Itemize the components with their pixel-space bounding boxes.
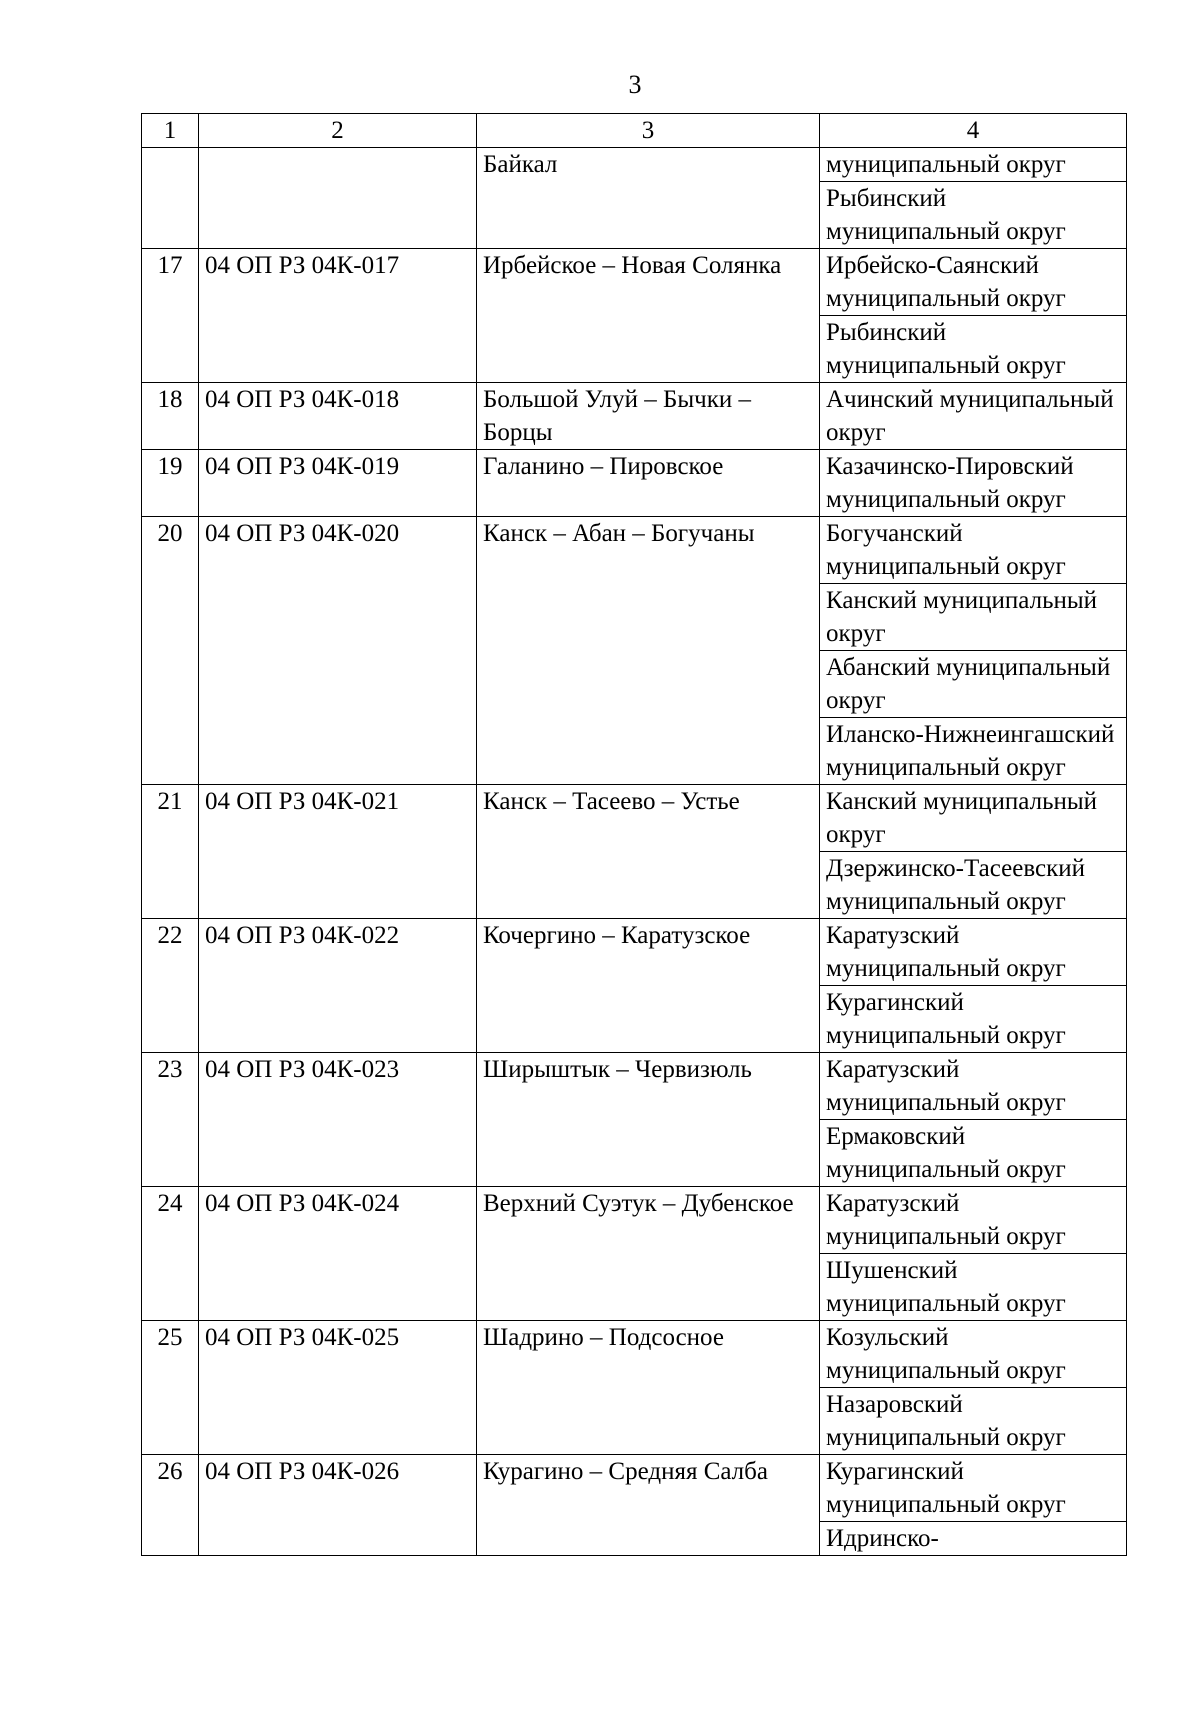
district-name: Каратузский муниципальный округ [820,1187,1126,1254]
row-number: 24 [142,1187,199,1321]
row-number [142,148,199,249]
district-cell [820,785,1127,919]
row-number: 22 [142,919,199,1053]
district-cell [820,450,1127,517]
table-row [142,450,1127,517]
road-name: Кочергино – Каратузское [477,919,820,1053]
header-col-4: 4 [820,114,1127,148]
road-code: 04 ОП РЗ 04К-025 [199,1321,477,1455]
table-row [142,517,1127,785]
district-name: Иланско-Нижнеингашский муниципальный округ [826,721,1115,781]
district-cell [820,517,1127,785]
row-number: 23 [142,1053,199,1187]
row-number: 21 [142,785,199,919]
table-row [142,1321,1127,1455]
table-row [142,919,1127,1053]
table-row [142,1187,1127,1321]
road-code: 04 ОП РЗ 04К-021 [199,785,477,919]
road-code: 04 ОП РЗ 04К-019 [199,450,477,517]
road-code: 04 ОП РЗ 04К-022 [199,919,477,1053]
district-name: Богучанский муниципальный округ [820,517,1126,584]
road-name: Галанино – Пировское [477,450,820,517]
district-name: Козульский муниципальный округ [820,1321,1126,1388]
district-name: Ачинский муниципальный округ [826,386,1114,446]
road-code: 04 ОП РЗ 04К-017 [199,249,477,383]
table-row [142,785,1127,919]
district-name: Ермаковский муниципальный округ [826,1123,1066,1183]
district-cell [820,1321,1127,1455]
district-name: Рыбинский муниципальный округ [826,319,1066,379]
header-col-3: 3 [477,114,820,148]
row-number: 19 [142,450,199,517]
table-body [142,148,1127,1556]
road-code: 04 ОП РЗ 04К-024 [199,1187,477,1321]
road-code: 04 ОП РЗ 04К-026 [199,1455,477,1556]
table-row [142,383,1127,450]
road-code: 04 ОП РЗ 04К-023 [199,1053,477,1187]
page-number: 3 [628,70,642,99]
district-cell [820,1053,1127,1187]
district-name: муниципальный округ [820,148,1126,182]
district-name: Канский муниципальный округ [820,584,1126,651]
district-cell [820,148,1127,249]
table-header [142,114,1127,148]
row-number: 20 [142,517,199,785]
row-number: 25 [142,1321,199,1455]
road-name: Ширыштык – Червизюль [477,1053,820,1187]
road-name: Большой Улуй – Бычки – Борцы [477,383,820,450]
district-cell [820,249,1127,383]
road-code [199,148,477,249]
district-name: Абанский муниципальный округ [820,651,1126,718]
road-name: Ирбейское – Новая Солянка [477,249,820,383]
district-name: Канский муниципальный округ [820,785,1126,852]
header-col-1: 1 [142,114,199,148]
district-cell [820,1455,1127,1556]
road-code: 04 ОП РЗ 04К-020 [199,517,477,785]
table-row [142,249,1127,383]
table-row [142,148,1127,249]
roads-table [141,113,1127,1556]
header-col-2: 2 [199,114,477,148]
road-name: Канск – Тасеево – Устье [477,785,820,919]
district-name: Идринско- [826,1525,939,1552]
district-name: Казачинско-Пировский муниципальный округ [826,453,1074,513]
road-code: 04 ОП РЗ 04К-018 [199,383,477,450]
district-cell [820,919,1127,1053]
district-cell [820,1187,1127,1321]
road-name: Шадрино – Подсосное [477,1321,820,1455]
district-name: Шушенский муниципальный округ [826,1257,1066,1317]
road-name: Курагино – Средняя Салба [477,1455,820,1556]
row-number: 18 [142,383,199,450]
district-name: Каратузский муниципальный округ [820,919,1126,986]
district-name: Назаровский муниципальный округ [826,1391,1066,1451]
district-name: Рыбинский муниципальный округ [826,185,1066,245]
table-row [142,1455,1127,1556]
road-name: Канск – Абан – Богучаны [477,517,820,785]
district-name: Курагинский муниципальный округ [820,1455,1126,1522]
road-name: Байкал [477,148,820,249]
district-name: Каратузский муниципальный округ [820,1053,1126,1120]
row-number: 26 [142,1455,199,1556]
row-number: 17 [142,249,199,383]
district-cell [820,383,1127,450]
district-name: Курагинский муниципальный округ [826,989,1066,1049]
road-name: Верхний Суэтук – Дубенское [477,1187,820,1321]
district-name: Дзержинско-Тасеевский муниципальный округ [826,855,1085,915]
district-name: Ирбейско-Саянский муниципальный округ [820,249,1126,316]
table-row [142,1053,1127,1187]
